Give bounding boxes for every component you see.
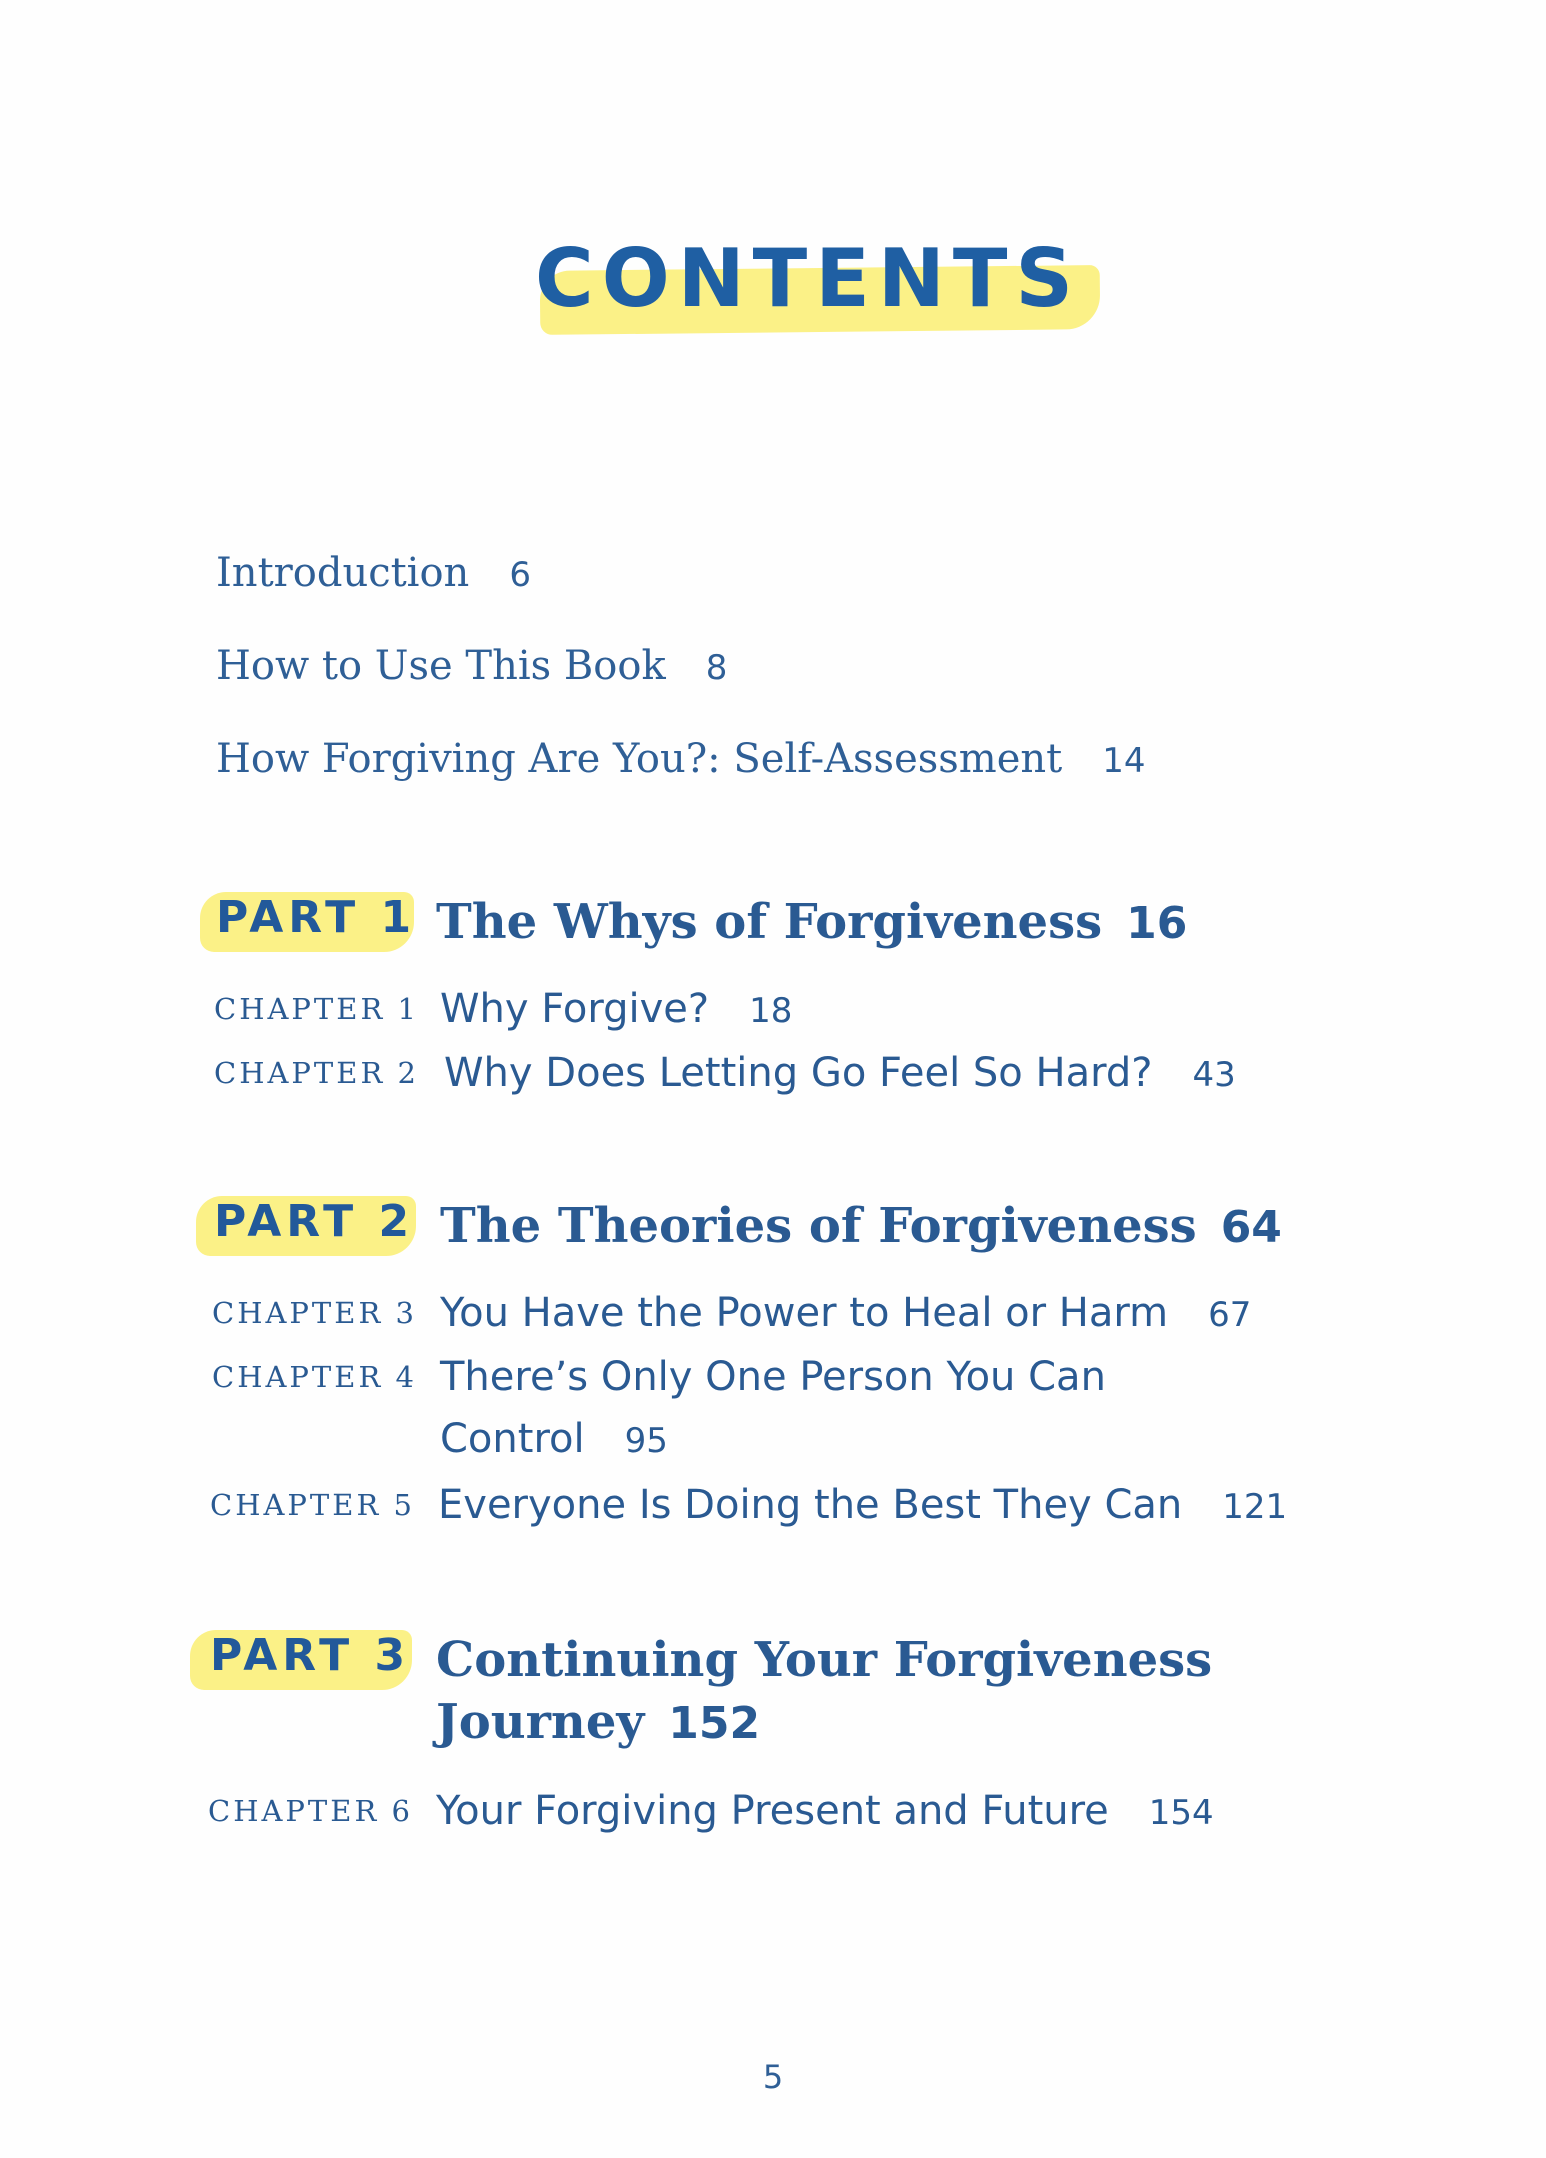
title-wrapper xyxy=(0,232,1546,325)
entry-page: 8 xyxy=(705,648,728,688)
chapter-4-title-line1: There’s Only One Person You Can xyxy=(440,1354,1106,1400)
chapter-1-title xyxy=(440,978,792,1042)
chapter-title-text: Your Forgiving Present and Future xyxy=(436,1788,1109,1834)
chapter-page: 121 xyxy=(1222,1487,1288,1527)
part-title-text: The Theories of Forgiveness xyxy=(440,1198,1197,1254)
part-1-title xyxy=(436,890,1187,956)
chapter-4-title-line2 xyxy=(440,1408,668,1472)
chapter-page: 67 xyxy=(1208,1295,1252,1335)
entry-title: Introduction xyxy=(216,550,470,596)
toc-entry-how-to-use xyxy=(216,643,727,689)
part-page: 64 xyxy=(1220,1202,1282,1253)
toc-entry-self-assessment xyxy=(216,736,1146,782)
chapter-1-label: CHAPTER 1 xyxy=(214,992,419,1026)
chapter-title-text: You Have the Power to Heal or Harm xyxy=(440,1290,1169,1336)
part-3-label: PART 3 xyxy=(210,1630,411,1681)
page-number: 5 xyxy=(762,2058,784,2096)
entry-page: 14 xyxy=(1102,741,1146,781)
part-3-title-line1: Continuing Your Forgiveness xyxy=(436,1632,1213,1688)
toc-entry-introduction xyxy=(216,550,531,596)
chapter-title-text: Everyone Is Doing the Best They Can xyxy=(438,1482,1183,1528)
entry-title: How Forgiving Are You?: Self-Assessment xyxy=(216,736,1063,782)
part-2-title xyxy=(440,1194,1282,1260)
part-page: 16 xyxy=(1126,898,1188,949)
chapter-5-title xyxy=(438,1474,1287,1538)
chapter-page: 18 xyxy=(749,991,793,1031)
chapter-page: 43 xyxy=(1192,1055,1236,1095)
chapter-2-title xyxy=(444,1042,1236,1106)
page-title: CONTENTS xyxy=(534,232,1082,325)
chapter-page: 95 xyxy=(624,1421,668,1461)
part-title-text: The Whys of Forgiveness xyxy=(436,894,1103,950)
chapter-page: 154 xyxy=(1148,1793,1214,1833)
chapter-title-text: Control xyxy=(440,1416,585,1462)
part-3-title-line2 xyxy=(436,1690,760,1756)
chapter-6-title xyxy=(436,1780,1214,1844)
chapter-title-text: Why Does Letting Go Feel So Hard? xyxy=(444,1050,1153,1096)
entry-page: 6 xyxy=(509,555,531,595)
entry-title: How to Use This Book xyxy=(216,643,666,689)
chapter-5-label: CHAPTER 5 xyxy=(210,1488,415,1522)
chapter-3-label: CHAPTER 3 xyxy=(212,1296,417,1330)
chapter-2-label: CHAPTER 2 xyxy=(214,1056,419,1090)
part-page: 152 xyxy=(668,1698,761,1749)
part-title-text: Journey xyxy=(436,1694,645,1750)
part-1-label: PART 1 xyxy=(216,892,417,943)
chapter-6-label: CHAPTER 6 xyxy=(208,1794,413,1828)
part-2-label: PART 2 xyxy=(214,1196,415,1247)
chapter-title-text: Why Forgive? xyxy=(440,986,710,1032)
chapter-3-title xyxy=(440,1282,1251,1346)
chapter-4-label: CHAPTER 4 xyxy=(212,1360,417,1394)
